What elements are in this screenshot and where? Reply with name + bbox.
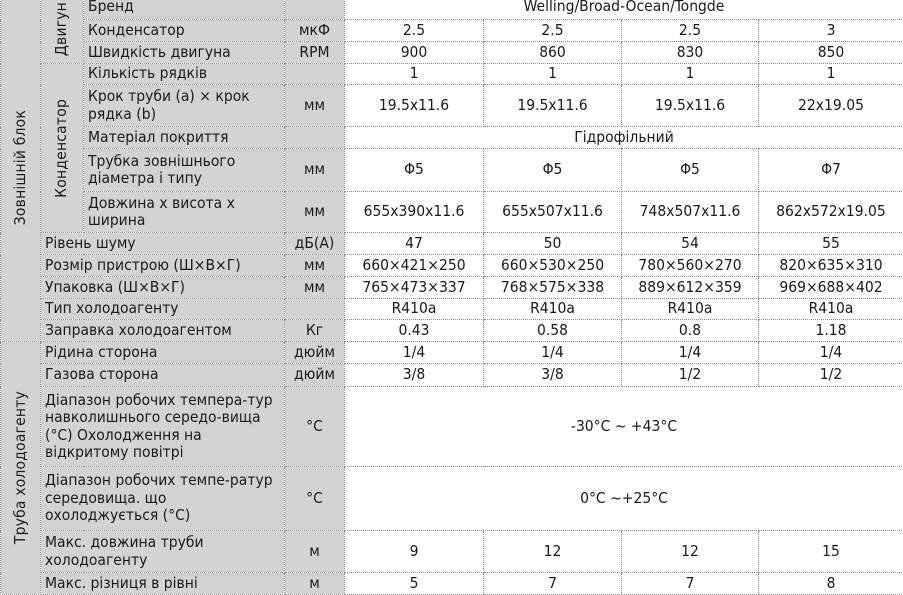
cell-value: 850 [759,42,903,64]
cell-value: 1/4 [759,342,903,364]
row-label-motor-speed: Швидкість двигуна [84,42,285,64]
row-unit: мм [285,192,345,233]
row-label-coil-dimensions: Довжина х висота х ширина [84,192,285,233]
cell-value: 3 [759,20,903,42]
cell-value: Φ5 [622,149,759,192]
cell-value: 7 [622,573,759,595]
row-label-number-of-rows: Кількість рядків [84,64,285,85]
row-label-coating-material: Матеріал покриття [84,127,285,149]
cell-value: 1/4 [484,342,622,364]
cell-value: 1 [759,64,903,85]
row-label-unit-size: Розмір пристрою (Ш×В×Г) [41,255,285,277]
cell-value: 47 [345,233,484,255]
row-unit: мм [285,255,345,277]
row-unit [285,299,345,320]
cell-value: 1/2 [622,364,759,387]
cell-value: 768×575×338 [484,277,622,299]
section-motor: Двигун [41,0,84,64]
merged-value-coating: Гідрофільний [345,127,903,149]
cell-value: R410a [759,299,903,320]
cell-value: 12 [622,531,759,573]
row-label-packing-size: Упаковка (Ш×В×Г) [41,277,285,299]
cell-value: 1.18 [759,320,903,342]
row-label-cooled-medium-range: Діапазон робочих темпе-ратур середовища. що охолоджується (°C) [41,467,285,531]
merged-value-cooling-range: -30°C ~ +43°C [345,387,903,467]
row-unit [285,127,345,149]
cell-value: 655x507x11.6 [484,192,622,233]
row-label-refrigerant-charge: Заправка холодоагентом [41,320,285,342]
cell-value: 1/4 [345,342,484,364]
row-unit: °C [285,467,345,531]
merged-value-medium-range: 0°C ~+25°C [345,467,903,531]
cell-value: 1 [484,64,622,85]
row-label-brand: Бренд [84,0,285,20]
cell-value: 830 [622,42,759,64]
row-unit: RPM [285,42,345,64]
cell-value: Φ7 [759,149,903,192]
merged-value-brand: Welling/Broad-Ocean/Tongde [345,0,903,20]
cell-value: 12 [484,531,622,573]
cell-value: 0.58 [484,320,622,342]
section-outdoor-unit: Зовнішній блок [1,0,41,342]
cell-value: 19.5x11.6 [484,85,622,127]
cell-value: 660×421×250 [345,255,484,277]
cell-value: 1 [345,64,484,85]
row-unit [285,0,345,20]
row-unit: мм [285,149,345,192]
cell-value: 655x390x11.6 [345,192,484,233]
cell-value: R410a [345,299,484,320]
cell-value: 748x507x11.6 [622,192,759,233]
row-unit: мкФ [285,20,345,42]
row-unit [285,64,345,85]
row-unit: м [285,573,345,595]
cell-value: 1 [622,64,759,85]
cell-value: 900 [345,42,484,64]
cell-value: 54 [622,233,759,255]
row-unit: дюйм [285,342,345,364]
cell-value: 5 [345,573,484,595]
cell-value: Φ5 [345,149,484,192]
row-unit: дюйм [285,364,345,387]
row-unit: Кг [285,320,345,342]
section-condenser: Конденсатор [41,64,84,233]
cell-value: 3/8 [484,364,622,387]
cell-value: 8 [759,573,903,595]
cell-value: Φ5 [484,149,622,192]
cell-value: 0.8 [622,320,759,342]
row-unit: °C [285,387,345,467]
cell-value: 1/4 [622,342,759,364]
row-label-liquid-side: Рідина сторона [41,342,285,364]
cell-value: R410a [484,299,622,320]
row-label-max-level-difference: Макс. різниця в рівні [41,573,285,595]
row-unit: мм [285,85,345,127]
cell-value: 22x19.05 [759,85,903,127]
cell-value: 1/2 [759,364,903,387]
cell-value: 15 [759,531,903,573]
cell-value: R410a [622,299,759,320]
cell-value: 19.5x11.6 [622,85,759,127]
row-label-tube-diameter: Трубка зовнішнього діаметра і типу [84,149,285,192]
cell-value: 862x572x19.05 [759,192,903,233]
cell-value: 55 [759,233,903,255]
cell-value: 2.5 [622,20,759,42]
cell-value: 19.5x11.6 [345,85,484,127]
cell-value: 0.43 [345,320,484,342]
cell-value: 820×635×310 [759,255,903,277]
cell-value: 9 [345,531,484,573]
cell-value: 860 [484,42,622,64]
cell-value: 889×612×359 [622,277,759,299]
row-label-gas-side: Газова сторона [41,364,285,387]
row-unit: м [285,531,345,573]
row-unit: мм [285,277,345,299]
cell-value: 660×530×250 [484,255,622,277]
cell-value: 7 [484,573,622,595]
section-refrigerant-pipe: Труба холодоагенту [1,342,41,595]
row-label-capacitor: Конденсатор [84,20,285,42]
cell-value: 2.5 [484,20,622,42]
row-label-noise-level: Рівень шуму [41,233,285,255]
row-label-max-pipe-length: Макс. довжина труби холодоагенту [41,531,285,573]
cell-value: 780×560×270 [622,255,759,277]
row-label-cooling-ambient-range: Діапазон робочих темпера-тур навколишнього середо-вища (°C) Охолодження на відкритому повітрі [41,387,285,467]
row-label-refrigerant-type: Тип холодоагенту [41,299,285,320]
row-label-tube-pitch: Крок труби (a) × крок рядка (b) [84,85,285,127]
cell-value: 3/8 [345,364,484,387]
cell-value: 969×688×402 [759,277,903,299]
cell-value: 50 [484,233,622,255]
cell-value: 765×473×337 [345,277,484,299]
cell-value: 2.5 [345,20,484,42]
row-unit: дБ(А) [285,233,345,255]
